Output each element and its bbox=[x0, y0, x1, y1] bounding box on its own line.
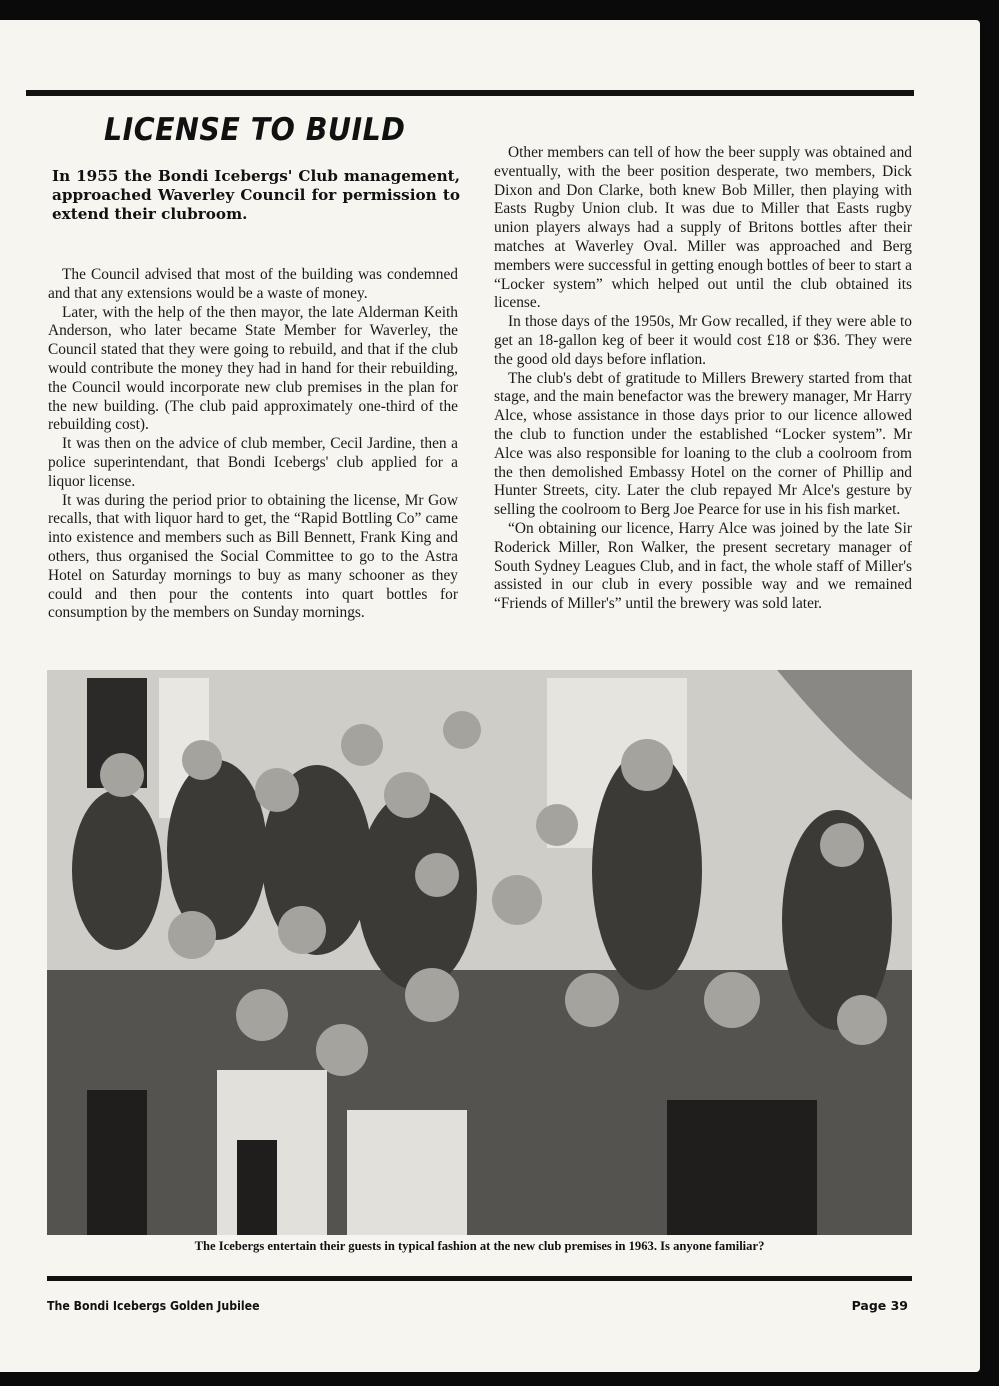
paragraph: “On obtaining our licence, Harry Alce was joined by the late Sir Roderick Miller, Ron Walker, the present secretary manager of South Sydney Leagues Club, and in fact, the whole staff of Miller's assisted in our club in every possible way and we remained “Friends of Miller's” until the brewery was sold later. bbox=[494, 519, 912, 613]
photo-illustration bbox=[47, 670, 912, 1235]
left-column bbox=[48, 266, 458, 623]
paragraph: Other members can tell of how the beer supply was obtained and eventually, with the beer position desperate, two members, Dick Dixon and Don Clarke, both knew Bob Miller, then playing with Easts Rugby Union club. It was due to Miller that Easts rugby union players always had a supply of Britons bottles after their matches at Waverley Oval. Miller was approached and Berg members were successful in getting enough bottles of beer to start a “Locker system” which helped out until the club obtained its license. bbox=[494, 144, 912, 312]
paragraph: In those days of the 1950s, Mr Gow recalled, if they were able to get an 18-gallon keg of beer it would cost £18 or $36. They were the good old days before inflation. bbox=[494, 313, 912, 368]
paragraph: The Council advised that most of the building was condemned and that any extensions would be a waste of money. bbox=[48, 266, 458, 302]
right-column bbox=[494, 144, 912, 614]
article-lead: In 1955 the Bondi Icebergs' Club management, approached Waverley Council for permission to extend their clubroom. bbox=[52, 167, 460, 223]
paragraph: Later, with the help of the then mayor, the late Alderman Keith Anderson, who later became State Member for Waverley, the Council stated that they were going to rebuild, and that if the club would contribute the money they had in hand for their rebuilding, the Council would incorporate new club premises in the plan for the new building. (The club paid approximately one-third of the rebuilding cost). bbox=[48, 303, 458, 434]
top-rule bbox=[26, 90, 914, 96]
photo-caption: The Icebergs entertain their guests in typical fashion at the new club premises in 1963. Is anyone familiar? bbox=[194, 1239, 765, 1253]
paragraph: The club's debt of gratitude to Millers Brewery started from that stage, and the main benefactor was the brewery manager, Mr Harry Alce, whose assistance in those days prior to our licence allowed the club to function under the established “Locker system”. Mr Alce was also responsible for loaning to the club a coolroom from the then demolished Embassy Hotel on the corner of Phillip and Hunter Streets, city. Later the club repayed Mr Alce's gesture by selling the coolroom to Berg Joe Pearce for use in his fish market. bbox=[494, 369, 912, 519]
crowd-photo bbox=[47, 670, 912, 1235]
paragraph: It was then on the advice of club member, Cecil Jardine, then a police superintendant, that Bondi Icebergs' club applied for a liquor license. bbox=[48, 435, 458, 490]
page-number: Page 39 bbox=[851, 1298, 908, 1313]
bottom-rule bbox=[47, 1276, 912, 1281]
article-title: LICENSE TO BUILD bbox=[104, 112, 406, 148]
publication-title: The Bondi Icebergs Golden Jubilee bbox=[47, 1298, 260, 1313]
paragraph: It was during the period prior to obtaining the license, Mr Gow recalls, that with liquor hard to get, the “Rapid Bottling Co” came into existence and members such as Bill Bennett, Frank King and others, thus organised the Social Committee to go to the Astra Hotel on Saturday mornings to buy as many schooner as they could and then pour the contents into quart bottles for consumption by the members on Sunday mornings. bbox=[48, 491, 458, 622]
magazine-page bbox=[0, 20, 980, 1372]
